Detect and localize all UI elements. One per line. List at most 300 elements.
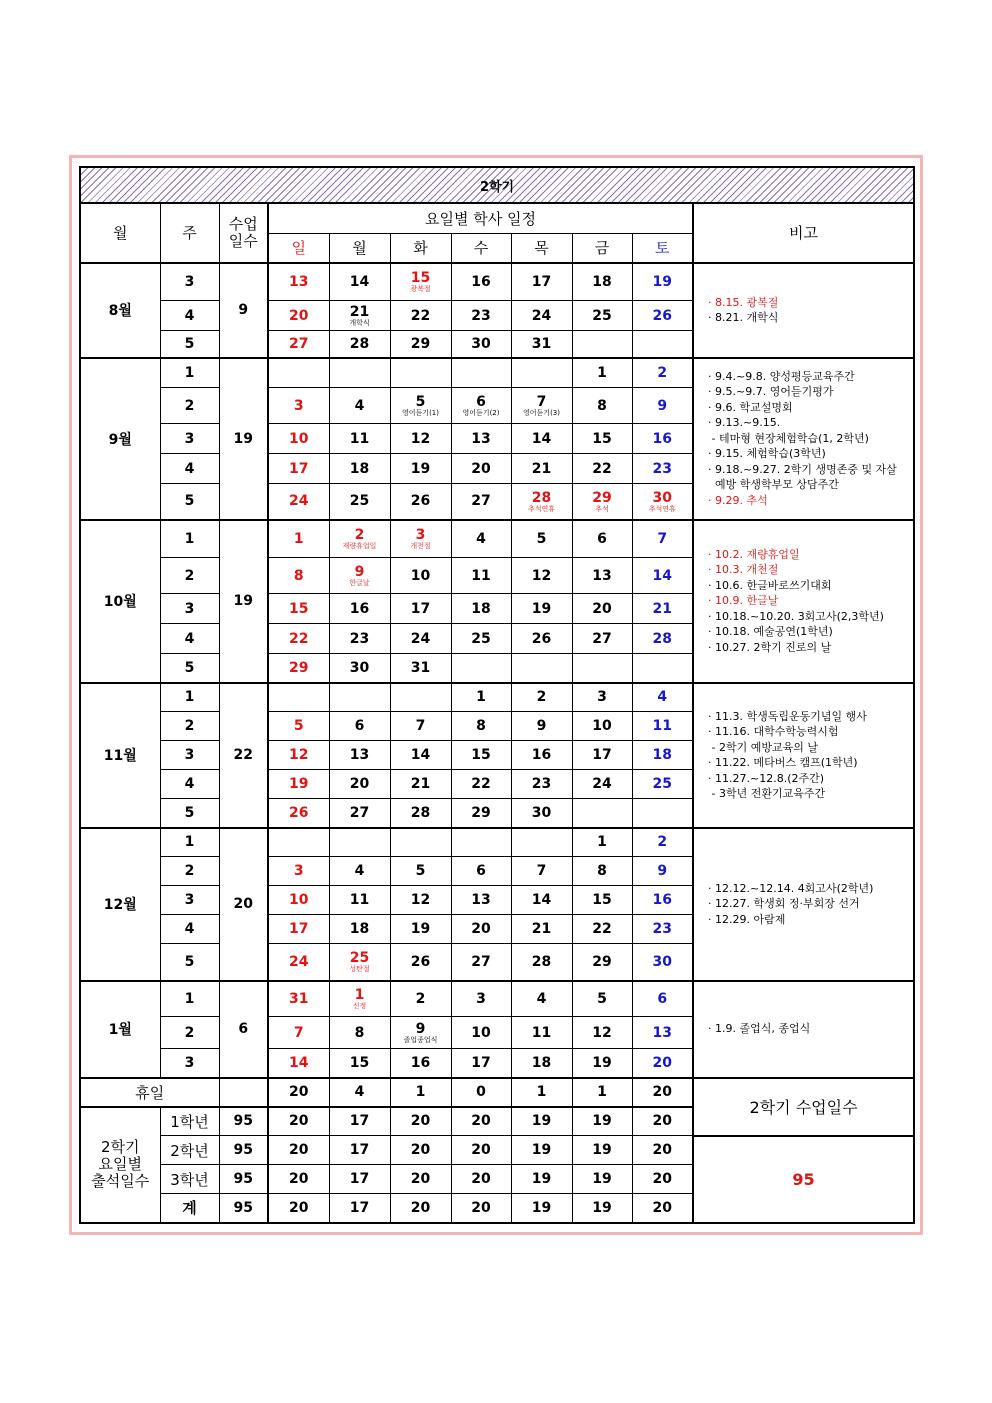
day-cell (268, 654, 329, 683)
day-number: 27 (289, 335, 309, 352)
day-number: 30 (652, 489, 672, 506)
holiday-count: 20 (268, 1078, 329, 1107)
day-number: 22 (592, 921, 612, 937)
day-cell (268, 770, 329, 799)
day-number: 9 (415, 1021, 426, 1037)
day-cell (329, 358, 390, 388)
day-number: 11 (652, 718, 672, 734)
day-number: 23 (349, 630, 370, 647)
note-text: 9.15. 체험학습(3학년) (715, 447, 826, 461)
day-cell (632, 799, 693, 828)
note-text: 9.4.~9.8. 양성평등교육주간 (715, 369, 855, 383)
day-cell (572, 484, 632, 520)
weekday-header: 월 (329, 233, 390, 263)
day-number: 25 (349, 493, 370, 510)
day-number: 9 (657, 397, 668, 414)
day-number: 5 (536, 530, 547, 547)
day-number: 10 (410, 567, 431, 584)
day-number: 5 (415, 394, 426, 410)
day-number: 3 (476, 990, 486, 1007)
day-cell (511, 799, 572, 828)
note-text: 9.29. 추석 (715, 493, 768, 507)
day-number: 21 (652, 600, 672, 617)
attendance-count: 19 (511, 1107, 572, 1136)
day-cell (390, 388, 451, 424)
note-line (708, 786, 913, 802)
day-event-label: 한글날 (349, 579, 370, 587)
day-cell (511, 388, 572, 424)
week-number: 3 (160, 741, 219, 770)
day-number: 18 (652, 747, 672, 763)
day-cell (451, 828, 511, 857)
week-number: 4 (160, 770, 219, 799)
day-cell (390, 654, 451, 683)
day-cell (268, 828, 329, 857)
note-text: 11.16. 대학수학능력시험 (715, 725, 839, 738)
day-cell (329, 301, 390, 331)
class-days: 22 (219, 683, 268, 828)
month-notes (693, 828, 914, 981)
note-line: · 12.12.~12.14. 4회고사(2학년) (708, 881, 874, 895)
day-number: 10 (289, 430, 309, 447)
day-cell (329, 741, 390, 770)
day-cell (268, 388, 329, 424)
day-cell (511, 520, 572, 558)
day-cell (511, 1017, 572, 1049)
day-number: 25 (652, 776, 672, 792)
day-cell (572, 454, 632, 484)
day-cell (511, 424, 572, 454)
note-text: - 3학년 전환기교육주간 (708, 787, 826, 800)
day-number: 13 (349, 747, 370, 763)
day-number: 31 (410, 659, 431, 676)
note-line: · 10.27. 2학기 진로의 날 (708, 640, 832, 654)
day-number: 26 (531, 630, 552, 647)
day-number: 19 (592, 1054, 612, 1071)
day-number: 11 (471, 567, 491, 584)
day-number: 26 (410, 493, 431, 510)
day-number: 12 (531, 567, 552, 584)
day-cell (451, 484, 511, 520)
week-number: 4 (160, 915, 219, 944)
note-text: 10.27. 2학기 진로의 날 (715, 640, 832, 654)
day-cell (390, 358, 451, 388)
note-line: · 9.29. 추석 (708, 493, 768, 507)
day-cell (632, 331, 693, 358)
note-line (708, 740, 913, 756)
day-number: 17 (289, 921, 309, 937)
note-text: 10.6. 한글바로쓰기대회 (715, 578, 832, 592)
note-line: · 1.9. 졸업식, 종업식 (708, 1022, 811, 1036)
day-number: 1 (293, 530, 304, 547)
day-cell (572, 828, 632, 857)
day-cell (329, 388, 390, 424)
day-cell (632, 944, 693, 981)
day-number: 10 (592, 718, 612, 734)
day-cell (451, 683, 511, 712)
day-cell (329, 624, 390, 654)
day-cell (390, 799, 451, 828)
day-number: 13 (471, 892, 491, 908)
day-number: 13 (592, 567, 612, 584)
note-text: 12.29. 아람제 (715, 912, 786, 926)
attendance-count: 20 (632, 1136, 693, 1165)
day-number: 19 (410, 460, 431, 477)
day-cell (451, 388, 511, 424)
day-number: 14 (531, 430, 552, 447)
day-number: 31 (531, 335, 552, 352)
attendance-count: 20 (390, 1194, 451, 1223)
attendance-count: 20 (390, 1136, 451, 1165)
day-number: 29 (592, 489, 612, 506)
day-cell (329, 424, 390, 454)
day-number: 15 (592, 892, 612, 908)
day-number: 26 (652, 307, 672, 324)
day-cell (268, 1049, 329, 1078)
month-label: 12월 (80, 828, 160, 981)
week-number: 2 (160, 712, 219, 741)
note-text: 11.27.~12.8.(2주간) (715, 771, 825, 785)
day-number: 12 (410, 892, 431, 908)
note-text: 10.18. 예술공연(1학년) (715, 625, 833, 639)
day-number: 10 (471, 1024, 491, 1041)
day-cell (268, 520, 329, 558)
day-number: 21 (531, 921, 552, 937)
day-number: 20 (289, 307, 309, 324)
attendance-count: 19 (572, 1194, 632, 1223)
day-cell (268, 594, 329, 624)
week-number: 3 (160, 424, 219, 454)
note-text: 12.12.~12.14. 4회고사(2학년) (715, 881, 874, 895)
day-number: 14 (410, 747, 431, 763)
day-cell (511, 944, 572, 981)
day-cell (632, 1017, 693, 1049)
day-cell (632, 484, 693, 520)
day-cell (451, 454, 511, 484)
day-cell (451, 944, 511, 981)
day-cell (572, 594, 632, 624)
holiday-count: 0 (451, 1078, 511, 1107)
day-cell (572, 712, 632, 741)
day-number: 5 (293, 718, 304, 734)
day-cell (451, 712, 511, 741)
day-cell (268, 301, 329, 331)
day-number: 22 (592, 460, 612, 477)
day-number: 15 (471, 747, 491, 763)
day-number: 26 (289, 804, 309, 821)
week-header: 주 (160, 203, 219, 263)
day-cell (268, 358, 329, 388)
day-cell (390, 301, 451, 331)
day-number: 23 (652, 921, 672, 937)
day-number: 15 (349, 1054, 370, 1071)
day-number: 3 (597, 689, 607, 706)
day-cell (632, 654, 693, 683)
week-number: 1 (160, 981, 219, 1017)
day-cell (268, 484, 329, 520)
attendance-count: 20 (451, 1107, 511, 1136)
month-label: 11월 (80, 683, 160, 828)
holiday-count: 4 (329, 1078, 390, 1107)
day-number: 2 (657, 364, 668, 381)
day-cell (451, 331, 511, 358)
note-line: · 9.18.~9.27. 2학기 생명존중 및 자살 (708, 462, 897, 476)
note-text: 10.2. 재량휴업일 (715, 547, 800, 561)
day-cell (511, 558, 572, 594)
day-number: 3 (415, 527, 426, 544)
day-cell (632, 741, 693, 770)
day-cell (632, 424, 693, 454)
day-cell (451, 770, 511, 799)
day-number: 16 (471, 273, 491, 290)
note-line: · 9.15. 체험학습(3학년) (708, 447, 826, 461)
day-cell (451, 915, 511, 944)
day-cell (632, 857, 693, 886)
day-number: 4 (354, 397, 365, 414)
day-cell (329, 981, 390, 1017)
class-days: 19 (219, 520, 268, 683)
note-line: · 12.27. 학생회 정·부회장 선거 (708, 897, 860, 911)
day-cell (632, 358, 693, 388)
day-event-label: 영어듣기(2) (462, 409, 500, 417)
day-cell (329, 454, 390, 484)
day-cell (329, 654, 390, 683)
day-number: 9 (354, 564, 365, 580)
day-number: 14 (289, 1054, 309, 1071)
day-event-label: 졸업종업식 (403, 1036, 438, 1044)
day-event-label: 재량휴업일 (342, 542, 377, 551)
day-cell (451, 424, 511, 454)
day-number: 24 (289, 953, 309, 970)
day-number: 13 (652, 1024, 672, 1041)
holiday-count: 20 (632, 1078, 693, 1107)
day-number: 1 (597, 834, 607, 851)
day-number: 24 (531, 307, 552, 324)
summary-value: 95 (693, 1136, 914, 1223)
day-number: 2 (536, 689, 547, 706)
day-cell (511, 828, 572, 857)
note-text: 1.9. 졸업식, 종업식 (715, 1022, 811, 1036)
day-cell (329, 712, 390, 741)
day-cell (390, 857, 451, 886)
day-cell (451, 1017, 511, 1049)
week-number: 3 (160, 263, 219, 301)
note-line (708, 477, 913, 493)
day-cell (511, 741, 572, 770)
day-cell (329, 915, 390, 944)
week-number: 1 (160, 358, 219, 388)
day-cell (632, 454, 693, 484)
day-number: 20 (652, 1054, 672, 1071)
day-number: 28 (531, 953, 552, 970)
holiday-count: 1 (572, 1078, 632, 1107)
day-cell (390, 1017, 451, 1049)
week-number: 1 (160, 828, 219, 857)
note-line: · 8.15. 광복절 (708, 295, 779, 309)
day-number: 3 (293, 397, 304, 414)
note-line: · 11.27.~12.8.(2주간) (708, 771, 825, 785)
schedule-header: 요일별 학사 일정 (268, 203, 693, 233)
day-number: 23 (531, 776, 552, 792)
day-cell (511, 358, 572, 388)
day-cell (451, 263, 511, 301)
class-days-header: 수업 일수 (219, 203, 268, 263)
note-text: 10.9. 한글날 (715, 594, 779, 608)
day-cell (268, 683, 329, 712)
day-number: 2 (657, 834, 668, 851)
day-cell (632, 828, 693, 857)
note-text: 예방 학생학부모 상담주간 (708, 478, 839, 492)
month-notes (693, 263, 914, 358)
day-cell (329, 857, 390, 886)
week-number: 3 (160, 886, 219, 915)
note-text: 8.15. 광복절 (715, 295, 779, 309)
day-cell (632, 683, 693, 712)
day-cell (632, 624, 693, 654)
attendance-count: 20 (451, 1194, 511, 1223)
day-number: 30 (531, 804, 552, 821)
day-cell (632, 558, 693, 594)
day-cell (329, 886, 390, 915)
day-event-label: 광복절 (410, 285, 431, 294)
day-cell (511, 654, 572, 683)
week-number: 1 (160, 683, 219, 712)
day-number: 21 (349, 304, 370, 320)
attendance-count: 20 (451, 1165, 511, 1194)
day-number: 11 (349, 430, 370, 447)
day-cell (268, 944, 329, 981)
day-cell (511, 263, 572, 301)
day-cell (632, 712, 693, 741)
note-text: 10.18.~10.20. 3회고사(2,3학년) (715, 609, 884, 623)
day-number: 20 (471, 921, 491, 937)
day-number: 10 (289, 892, 309, 908)
day-cell (572, 424, 632, 454)
day-number: 7 (293, 1024, 304, 1041)
day-cell (572, 358, 632, 388)
attendance-count: 17 (329, 1136, 390, 1165)
day-number: 23 (471, 307, 491, 324)
grade-label: 3학년 (160, 1165, 219, 1194)
day-cell (390, 741, 451, 770)
day-cell (329, 770, 390, 799)
day-number: 8 (476, 718, 486, 734)
day-cell (572, 741, 632, 770)
day-event-label: 추석연휴 (648, 504, 676, 513)
day-number: 14 (531, 892, 552, 908)
day-cell (329, 799, 390, 828)
day-cell (572, 388, 632, 424)
day-cell (390, 558, 451, 594)
day-number: 12 (592, 1024, 612, 1041)
day-number: 4 (536, 990, 547, 1007)
day-cell (451, 981, 511, 1017)
day-number: 2 (354, 527, 365, 544)
grade-total: 95 (219, 1136, 268, 1165)
day-number: 19 (652, 273, 672, 290)
day-cell (268, 454, 329, 484)
day-number: 7 (536, 394, 547, 410)
note-line: · 11.16. 대학수학능력시험 (708, 725, 839, 738)
week-number: 5 (160, 484, 219, 520)
day-number: 4 (476, 530, 486, 547)
day-cell (451, 654, 511, 683)
note-line: · 10.18. 예술공연(1학년) (708, 625, 833, 639)
day-number: 1 (476, 689, 486, 706)
day-number: 16 (410, 1054, 431, 1071)
day-number: 21 (531, 460, 552, 477)
attendance-count: 20 (268, 1194, 329, 1223)
day-cell (572, 944, 632, 981)
day-cell (268, 424, 329, 454)
day-cell (390, 915, 451, 944)
day-number: 11 (349, 892, 370, 908)
day-cell (390, 520, 451, 558)
note-text: 9.6. 학교설명회 (715, 400, 793, 414)
day-number: 1 (597, 364, 607, 381)
day-cell (632, 886, 693, 915)
day-number: 19 (289, 776, 309, 792)
attendance-count: 20 (632, 1107, 693, 1136)
class-days: 19 (219, 358, 268, 520)
day-number: 14 (652, 567, 672, 584)
day-cell (632, 301, 693, 331)
note-line: · 10.18.~10.20. 3회고사(2,3학년) (708, 609, 884, 623)
month-label: 1월 (80, 981, 160, 1078)
day-cell (329, 520, 390, 558)
grade-label: 1학년 (160, 1107, 219, 1136)
day-number: 24 (410, 630, 431, 647)
day-number: 30 (471, 335, 491, 352)
day-number: 18 (592, 273, 612, 290)
day-cell (511, 594, 572, 624)
month-label: 10월 (80, 520, 160, 683)
attendance-count: 20 (268, 1165, 329, 1194)
day-number: 29 (289, 659, 309, 676)
holidays-label: 휴일 (80, 1078, 219, 1107)
day-cell (268, 263, 329, 301)
day-number: 29 (471, 804, 491, 821)
day-number: 6 (657, 990, 668, 1007)
day-number: 8 (597, 863, 607, 879)
day-number: 16 (349, 600, 370, 617)
day-number: 21 (410, 776, 431, 792)
day-number: 16 (652, 430, 672, 447)
note-text: 9.5.~9.7. 영어듣기평가 (715, 385, 834, 399)
day-cell (390, 712, 451, 741)
day-number: 12 (410, 430, 431, 447)
day-cell (268, 741, 329, 770)
day-number: 7 (536, 863, 547, 879)
day-number: 17 (531, 273, 552, 290)
day-cell (268, 712, 329, 741)
attendance-count: 20 (451, 1136, 511, 1165)
holiday-count: 1 (511, 1078, 572, 1107)
attendance-count: 19 (511, 1194, 572, 1223)
day-cell (511, 624, 572, 654)
attendance-count: 20 (632, 1194, 693, 1223)
day-cell (511, 712, 572, 741)
weekday-header: 토 (632, 233, 693, 263)
day-event-label: 추석연휴 (527, 504, 556, 513)
week-number: 1 (160, 520, 219, 558)
day-number: 27 (471, 953, 491, 970)
note-line (708, 431, 913, 447)
day-cell (451, 358, 511, 388)
day-cell (572, 301, 632, 331)
day-number: 14 (349, 273, 370, 290)
day-cell (329, 558, 390, 594)
